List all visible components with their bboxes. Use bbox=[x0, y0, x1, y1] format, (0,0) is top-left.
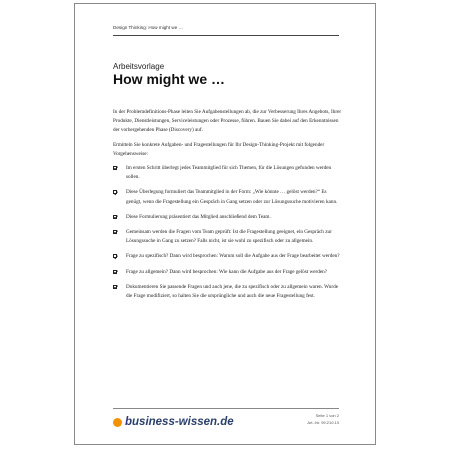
list-item bbox=[113, 188, 343, 206]
checkbox-icon bbox=[113, 270, 117, 274]
checkbox-icon bbox=[113, 254, 117, 258]
checkbox-icon bbox=[113, 285, 117, 289]
checkbox-icon bbox=[113, 190, 117, 194]
list-item bbox=[113, 228, 343, 246]
footer-divider bbox=[113, 408, 339, 409]
running-header: Design Thinking: How might we … bbox=[113, 25, 184, 30]
list-item-text: Frage zu allgemein? Dann wird besprochen: Wie kann die Aufgabe aus der Frage gelöst werden? bbox=[126, 268, 328, 275]
page-number: Seite 1 von 2 bbox=[315, 413, 339, 418]
instruction-paragraph: Ermitteln Sie konkrete Aufgaben- und Fragestellungen für Ihr Design-Thinking-Projekt mit folgender Vorgehensweise: bbox=[113, 141, 325, 157]
list-item-text: Diese Überlegung formuliert das Teammitglied in der Form: „Wie könnte … gelöst werden?“ Es genügt, wenn die Fragestellung ein Gespräch in Gang setzen oder zur Lösungssuche motivieren kann. bbox=[126, 189, 338, 205]
list-item bbox=[113, 164, 343, 182]
list-item bbox=[113, 268, 343, 277]
logo-text: business-wissen.de bbox=[125, 416, 234, 428]
document-subtitle: Arbeitsvorlage bbox=[113, 62, 165, 71]
list-item-text: Diese Formulierung präsentiert das Mitglied anschließend dem Team. bbox=[126, 213, 271, 220]
page-info bbox=[307, 413, 339, 426]
checkbox-icon bbox=[113, 215, 117, 219]
document-page bbox=[74, 3, 376, 445]
list-item-text: Frage zu spezifisch? Dann wird besprochen: Warum soll die Aufgabe aus der Frage bearbeitet werden? bbox=[126, 253, 340, 260]
intro-paragraph: In der Problemdefinitions-Phase leiten Sie Aufgabenstellungen ab, die zur Verbesserung Ihres Angebots, Ihrer Produkte, Dienstleistungen, Serviceleistungen oder Prozesse, führen. Bauen Sie dabei auf den Erkenntnissen der vorhergehenden Phase (Discovery) auf. bbox=[113, 109, 342, 134]
brand-logo[interactable] bbox=[113, 416, 234, 428]
document-body bbox=[113, 108, 343, 307]
checkbox-icon bbox=[113, 230, 117, 234]
document-title: How might we … bbox=[113, 71, 225, 87]
orange-dot-icon bbox=[113, 418, 122, 427]
list-item-text: Gemeinsam werden die Fragen vom Team geprüft: Ist die Fragestellung geeignet, ein Gespräch zur Lösungssuche in Gang zu setzen? Falls nicht, ist sie wohl zu spezifisch oder zu allgemein. bbox=[126, 229, 332, 245]
header-divider bbox=[113, 35, 339, 36]
article-number: Art.-Nr. 99.210.13 bbox=[307, 419, 339, 425]
list-item bbox=[113, 283, 343, 301]
checklist bbox=[113, 164, 343, 301]
list-item bbox=[113, 213, 343, 222]
checkbox-icon bbox=[113, 166, 117, 170]
list-item-text: Dokumentieren Sie passende Fragen und auch jene, die zu spezifisch oder zu allgemein waren. Wurde die Frage modifiziert, so halten Sie die ursprüngliche und auch die neue Fragestellung fest. bbox=[126, 283, 339, 300]
list-item bbox=[113, 252, 343, 261]
list-item-text: Im ersten Schritt überlegt jedes Teammitglied für sich Themen, für die Lösungen gefunden werden sollen. bbox=[126, 165, 332, 181]
